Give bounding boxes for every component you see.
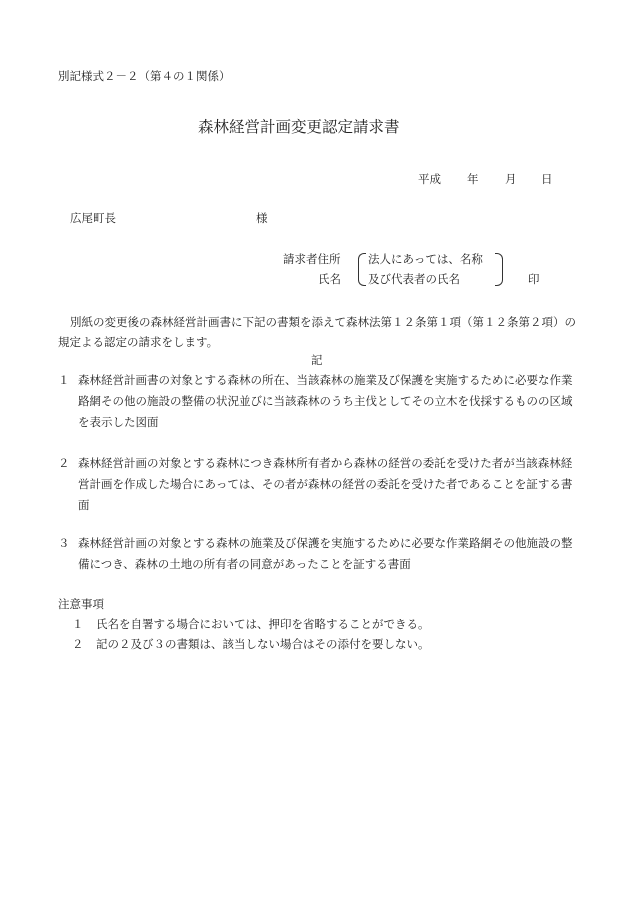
date-year: 年 bbox=[467, 172, 479, 186]
item-text: 森林経営計画の対象とする森林の施業及び保護を実施するために必要な作業路網その他施設の整備につき、森林の土地の所有者の同意があったことを証する書面 bbox=[78, 536, 573, 571]
ki-heading: 記 bbox=[311, 353, 323, 367]
intro-paragraph: 別紙の変更後の森林経営計画書に下記の書類を添えて森林法第１２条第１項（第１２条第２項）の規定よる認定の請求をします。 bbox=[58, 315, 576, 349]
requester-name-label: 氏名 bbox=[318, 272, 341, 286]
date-era: 平成 bbox=[418, 172, 441, 186]
seal-mark: 印 bbox=[528, 272, 540, 286]
item-text: 森林経営計画書の対象とする森林の所在、当該森林の施業及び保護を実施するために必要な作業路網その他の施設の整備の状況並びに当該森林のうち主伐としてその立木を伐採するものの区域を表示した図面 bbox=[78, 373, 573, 429]
item-number: ２ bbox=[58, 456, 70, 470]
note-number: １ bbox=[72, 617, 84, 631]
note-text: 記の２及び３の書類は、該当しない場合はその添付を要しない。 bbox=[96, 637, 430, 651]
corp-note-line2: 及び代表者の氏名 bbox=[368, 272, 460, 286]
list-item bbox=[58, 453, 580, 516]
corp-note-line1: 法人にあっては、名称 bbox=[368, 252, 483, 266]
date-month: 月 bbox=[505, 172, 517, 186]
right-bracket bbox=[495, 253, 503, 286]
date-day: 日 bbox=[541, 172, 553, 186]
addressee-name: 広尾町長 bbox=[70, 211, 116, 225]
notes-heading: 注意事項 bbox=[58, 597, 104, 611]
item-text: 森林経営計画の対象とする森林につき森林所有者から森林の経営の委託を受けた者が当該森林経営計画を作成した場合にあっては、その者が森林の経営の委託を受けた者であることを証する書面 bbox=[78, 456, 573, 512]
item-number: ３ bbox=[58, 536, 70, 550]
note-text: 氏名を自署する場合においては、押印を省略することができる。 bbox=[96, 617, 430, 631]
item-number: １ bbox=[58, 373, 70, 387]
left-bracket bbox=[358, 253, 366, 286]
list-item bbox=[58, 370, 580, 433]
addressee-honorific: 様 bbox=[256, 211, 268, 225]
list-item bbox=[58, 533, 580, 575]
document-title: 森林経営計画変更認定請求書 bbox=[198, 118, 400, 136]
requester-address-label: 請求者住所 bbox=[283, 252, 341, 266]
note-number: ２ bbox=[72, 637, 84, 651]
form-label: 別記様式２－２（第４の１関係） bbox=[58, 69, 231, 83]
